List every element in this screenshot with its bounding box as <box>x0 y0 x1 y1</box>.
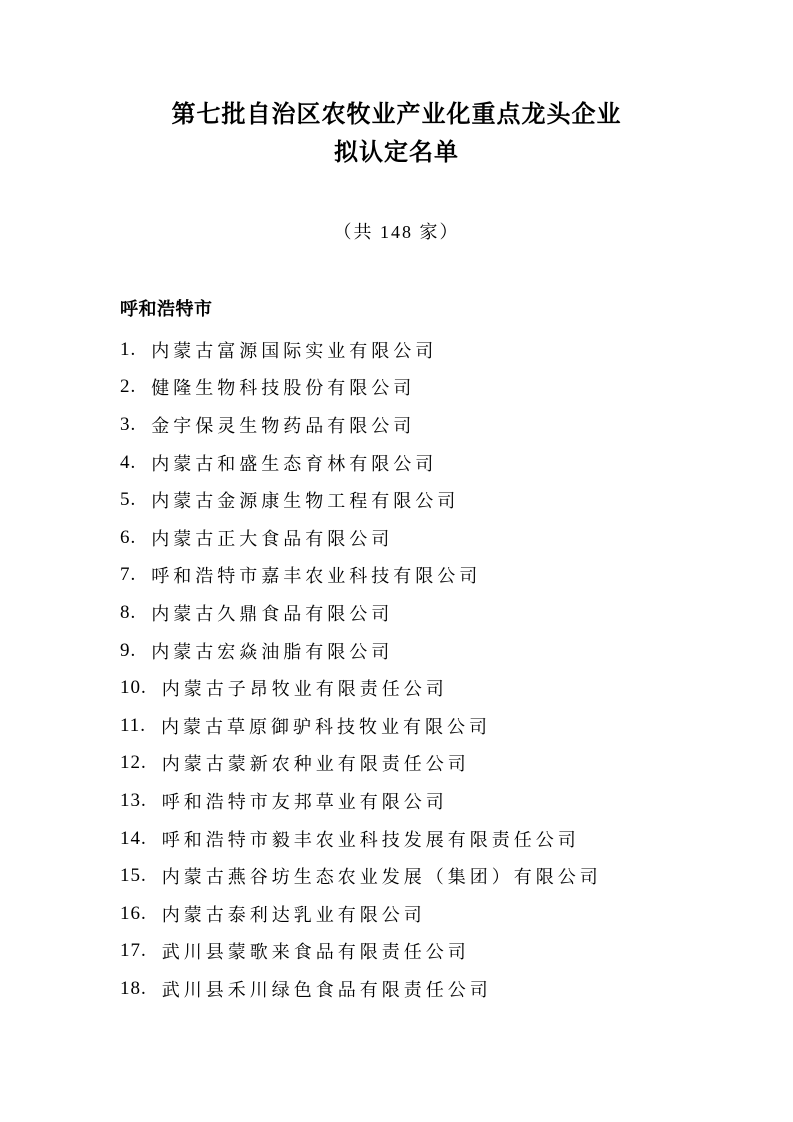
company-name: 内蒙古燕谷坊生态农业发展（集团）有限公司 <box>161 867 602 888</box>
list-item-number: 8. <box>120 601 137 623</box>
document-title-line1: 第七批自治区农牧业产业化重点龙头企业 <box>171 101 622 128</box>
company-list <box>120 331 703 1008</box>
list-item-number: 1. <box>120 338 137 360</box>
list-item <box>120 933 703 971</box>
list-item-number: 13. <box>120 789 147 811</box>
list-item <box>120 669 703 707</box>
list-item <box>120 519 703 557</box>
company-name: 内蒙古子昂牧业有限责任公司 <box>161 679 448 700</box>
document-title-line2: 拟认定名单 <box>334 139 459 166</box>
list-item <box>120 745 703 783</box>
list-item <box>120 782 703 820</box>
company-name: 内蒙古富源国际实业有限公司 <box>151 340 438 361</box>
list-item <box>120 594 703 632</box>
company-name: 内蒙古泰利达乳业有限公司 <box>161 904 426 925</box>
list-item-number: 5. <box>120 489 137 511</box>
company-name: 金宇保灵生物药品有限公司 <box>151 415 416 436</box>
list-item <box>120 481 703 519</box>
company-name: 呼和浩特市嘉丰农业科技有限公司 <box>151 566 482 587</box>
company-name: 武川县禾川绿色食品有限责任公司 <box>161 979 492 1000</box>
list-item <box>120 970 703 1008</box>
list-item-number: 14. <box>120 827 147 849</box>
company-name: 内蒙古草原御驴科技牧业有限公司 <box>161 716 492 737</box>
list-item-number: 3. <box>120 413 137 435</box>
company-name: 内蒙古蒙新农种业有限责任公司 <box>161 754 470 775</box>
list-item <box>120 557 703 595</box>
list-item-number: 10. <box>120 677 147 699</box>
list-item <box>120 632 703 670</box>
list-item-number: 12. <box>120 752 147 774</box>
list-item-number: 9. <box>120 639 137 661</box>
list-item-number: 16. <box>120 902 147 924</box>
list-item-number: 18. <box>120 977 147 999</box>
list-item <box>120 895 703 933</box>
list-item-number: 7. <box>120 564 137 586</box>
company-name: 内蒙古和盛生态育林有限公司 <box>151 453 438 474</box>
list-item-number: 4. <box>120 451 137 473</box>
list-item-number: 15. <box>120 865 147 887</box>
list-item <box>120 444 703 482</box>
list-item <box>120 331 703 369</box>
list-item-number: 6. <box>120 526 137 548</box>
list-item <box>120 707 703 745</box>
company-name: 武川县蒙歌来食品有限责任公司 <box>161 942 470 963</box>
company-name: 内蒙古久鼎食品有限公司 <box>151 603 394 624</box>
company-name: 呼和浩特市友邦草业有限公司 <box>161 791 448 812</box>
company-name: 内蒙古金源康生物工程有限公司 <box>151 491 460 512</box>
company-name: 内蒙古宏焱油脂有限公司 <box>151 641 394 662</box>
document-title <box>120 96 673 172</box>
list-item-number: 2. <box>120 376 137 398</box>
section-header-hohhot: 呼和浩特市 <box>120 299 213 319</box>
company-count-note: （共 148 家） <box>333 222 460 242</box>
list-item-number: 11. <box>120 714 147 736</box>
list-item <box>120 857 703 895</box>
list-item <box>120 369 703 407</box>
company-name: 健隆生物科技股份有限公司 <box>151 378 416 399</box>
list-item <box>120 406 703 444</box>
company-name: 内蒙古正大食品有限公司 <box>151 528 394 549</box>
company-name: 呼和浩特市毅丰农业科技发展有限责任公司 <box>161 829 580 850</box>
list-item-number: 17. <box>120 940 147 962</box>
list-item <box>120 820 703 858</box>
